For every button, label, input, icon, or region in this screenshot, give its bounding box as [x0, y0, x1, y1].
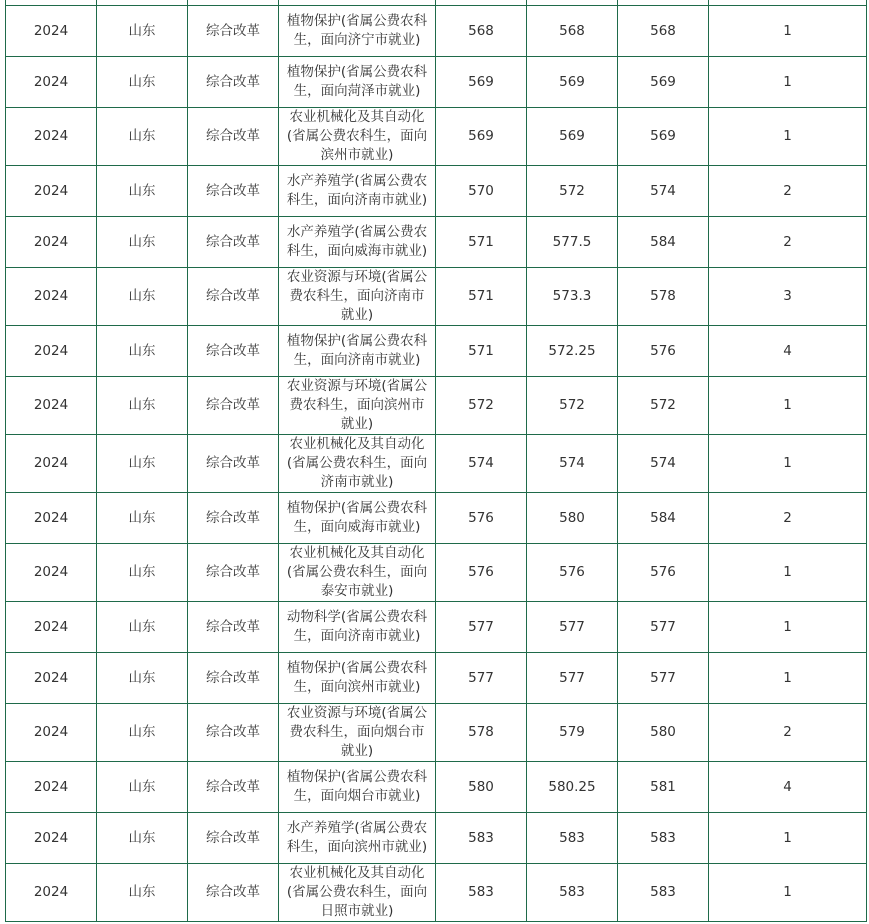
year-cell: 2024: [6, 704, 97, 762]
avg-score-cell: 568: [527, 6, 618, 57]
count-cell: 1: [709, 544, 867, 602]
count-cell: 3: [709, 268, 867, 326]
province-cell: 山东: [97, 864, 188, 922]
count-cell: 4: [709, 326, 867, 377]
avg-score-cell: 577.5: [527, 217, 618, 268]
count-cell: 2: [709, 166, 867, 217]
province-cell: 山东: [97, 108, 188, 166]
type-cell: 综合改革: [188, 435, 279, 493]
province-cell: 山东: [97, 57, 188, 108]
major-cell: 植物保护(省属公费农科生，面向烟台市就业): [279, 762, 436, 813]
count-cell: 1: [709, 435, 867, 493]
min-score-cell: 576: [436, 493, 527, 544]
table-row: [6, 217, 867, 268]
count-cell: 4: [709, 762, 867, 813]
province-cell: 山东: [97, 217, 188, 268]
min-score-cell: 583: [436, 813, 527, 864]
max-score-cell: 569: [618, 108, 709, 166]
type-cell: 综合改革: [188, 813, 279, 864]
year-cell: 2024: [6, 544, 97, 602]
avg-score-cell: 572: [527, 166, 618, 217]
major-cell: 植物保护(省属公费农科生，面向济南市就业): [279, 326, 436, 377]
table-row: [6, 6, 867, 57]
table-row: [6, 602, 867, 653]
type-cell: 综合改革: [188, 166, 279, 217]
min-score-cell: 571: [436, 268, 527, 326]
table-row: [6, 166, 867, 217]
table-row: [6, 493, 867, 544]
table-row: [6, 108, 867, 166]
year-cell: 2024: [6, 57, 97, 108]
type-cell: 综合改革: [188, 602, 279, 653]
year-cell: 2024: [6, 762, 97, 813]
table-row: [6, 813, 867, 864]
type-cell: 综合改革: [188, 108, 279, 166]
type-cell: 综合改革: [188, 653, 279, 704]
type-cell: 综合改革: [188, 493, 279, 544]
max-score-cell: 577: [618, 602, 709, 653]
avg-score-cell: 572: [527, 377, 618, 435]
major-cell: 农业机械化及其自动化(省属公费农科生，面向泰安市就业): [279, 544, 436, 602]
min-score-cell: 577: [436, 602, 527, 653]
avg-score-cell: 580: [527, 493, 618, 544]
year-cell: 2024: [6, 6, 97, 57]
max-score-cell: 580: [618, 704, 709, 762]
max-score-cell: 583: [618, 813, 709, 864]
max-score-cell: 574: [618, 166, 709, 217]
min-score-cell: 574: [436, 435, 527, 493]
min-score-cell: 576: [436, 544, 527, 602]
type-cell: 综合改革: [188, 326, 279, 377]
count-cell: 2: [709, 704, 867, 762]
year-cell: 2024: [6, 602, 97, 653]
table-row: [6, 326, 867, 377]
type-cell: 综合改革: [188, 762, 279, 813]
province-cell: 山东: [97, 493, 188, 544]
major-cell: 水产养殖学(省属公费农科生，面向济南市就业): [279, 166, 436, 217]
year-cell: 2024: [6, 435, 97, 493]
count-cell: 1: [709, 602, 867, 653]
province-cell: 山东: [97, 166, 188, 217]
count-cell: 2: [709, 493, 867, 544]
score-table-body: [6, 0, 867, 922]
type-cell: 综合改革: [188, 377, 279, 435]
year-cell: 2024: [6, 653, 97, 704]
table-row: [6, 653, 867, 704]
min-score-cell: 571: [436, 217, 527, 268]
max-score-cell: 576: [618, 326, 709, 377]
count-cell: 1: [709, 813, 867, 864]
max-score-cell: 574: [618, 435, 709, 493]
major-cell: 植物保护(省属公费农科生，面向威海市就业): [279, 493, 436, 544]
count-cell: 1: [709, 377, 867, 435]
max-score-cell: 584: [618, 493, 709, 544]
major-cell: 动物科学(省属公费农科生，面向济南市就业): [279, 602, 436, 653]
province-cell: 山东: [97, 602, 188, 653]
table-row: [6, 544, 867, 602]
year-cell: 2024: [6, 268, 97, 326]
province-cell: 山东: [97, 762, 188, 813]
major-cell: 植物保护(省属公费农科生，面向滨州市就业): [279, 653, 436, 704]
province-cell: 山东: [97, 813, 188, 864]
score-table-container: [5, 0, 867, 922]
min-score-cell: 578: [436, 704, 527, 762]
type-cell: 综合改革: [188, 864, 279, 922]
min-score-cell: 569: [436, 108, 527, 166]
min-score-cell: 568: [436, 6, 527, 57]
province-cell: 山东: [97, 435, 188, 493]
count-cell: 1: [709, 6, 867, 57]
table-row: [6, 435, 867, 493]
table-row: [6, 268, 867, 326]
score-table: [5, 0, 867, 922]
avg-score-cell: 583: [527, 864, 618, 922]
province-cell: 山东: [97, 326, 188, 377]
year-cell: 2024: [6, 108, 97, 166]
min-score-cell: 577: [436, 653, 527, 704]
province-cell: 山东: [97, 544, 188, 602]
avg-score-cell: 573.3: [527, 268, 618, 326]
count-cell: 2: [709, 217, 867, 268]
min-score-cell: 569: [436, 57, 527, 108]
max-score-cell: 578: [618, 268, 709, 326]
table-row: [6, 377, 867, 435]
avg-score-cell: 569: [527, 57, 618, 108]
type-cell: 综合改革: [188, 57, 279, 108]
type-cell: 综合改革: [188, 268, 279, 326]
year-cell: 2024: [6, 864, 97, 922]
avg-score-cell: 577: [527, 653, 618, 704]
min-score-cell: 580: [436, 762, 527, 813]
count-cell: 1: [709, 653, 867, 704]
type-cell: 综合改革: [188, 6, 279, 57]
max-score-cell: 569: [618, 57, 709, 108]
year-cell: 2024: [6, 493, 97, 544]
max-score-cell: 576: [618, 544, 709, 602]
avg-score-cell: 579: [527, 704, 618, 762]
province-cell: 山东: [97, 704, 188, 762]
major-cell: 农业机械化及其自动化(省属公费农科生，面向滨州市就业): [279, 108, 436, 166]
max-score-cell: 577: [618, 653, 709, 704]
avg-score-cell: 576: [527, 544, 618, 602]
major-cell: 水产养殖学(省属公费农科生，面向滨州市就业): [279, 813, 436, 864]
avg-score-cell: 572.25: [527, 326, 618, 377]
province-cell: 山东: [97, 653, 188, 704]
avg-score-cell: 577: [527, 602, 618, 653]
table-row: [6, 864, 867, 922]
min-score-cell: 583: [436, 864, 527, 922]
major-cell: 植物保护(省属公费农科生，面向菏泽市就业): [279, 57, 436, 108]
max-score-cell: 583: [618, 864, 709, 922]
major-cell: 农业资源与环境(省属公费农科生，面向滨州市就业): [279, 377, 436, 435]
province-cell: 山东: [97, 268, 188, 326]
major-cell: 农业资源与环境(省属公费农科生，面向济南市就业): [279, 268, 436, 326]
table-row: [6, 762, 867, 813]
min-score-cell: 570: [436, 166, 527, 217]
year-cell: 2024: [6, 217, 97, 268]
table-row: [6, 704, 867, 762]
min-score-cell: 572: [436, 377, 527, 435]
year-cell: 2024: [6, 813, 97, 864]
avg-score-cell: 574: [527, 435, 618, 493]
type-cell: 综合改革: [188, 704, 279, 762]
count-cell: 1: [709, 108, 867, 166]
year-cell: 2024: [6, 326, 97, 377]
year-cell: 2024: [6, 166, 97, 217]
year-cell: 2024: [6, 377, 97, 435]
major-cell: 农业资源与环境(省属公费农科生，面向烟台市就业): [279, 704, 436, 762]
table-row: [6, 57, 867, 108]
avg-score-cell: 580.25: [527, 762, 618, 813]
avg-score-cell: 569: [527, 108, 618, 166]
major-cell: 农业机械化及其自动化(省属公费农科生，面向日照市就业): [279, 864, 436, 922]
max-score-cell: 581: [618, 762, 709, 813]
major-cell: 水产养殖学(省属公费农科生，面向威海市就业): [279, 217, 436, 268]
max-score-cell: 584: [618, 217, 709, 268]
max-score-cell: 568: [618, 6, 709, 57]
avg-score-cell: 583: [527, 813, 618, 864]
max-score-cell: 572: [618, 377, 709, 435]
type-cell: 综合改革: [188, 217, 279, 268]
province-cell: 山东: [97, 377, 188, 435]
count-cell: 1: [709, 57, 867, 108]
count-cell: 1: [709, 864, 867, 922]
major-cell: 农业机械化及其自动化(省属公费农科生，面向济南市就业): [279, 435, 436, 493]
major-cell: 植物保护(省属公费农科生，面向济宁市就业): [279, 6, 436, 57]
province-cell: 山东: [97, 6, 188, 57]
min-score-cell: 571: [436, 326, 527, 377]
type-cell: 综合改革: [188, 544, 279, 602]
